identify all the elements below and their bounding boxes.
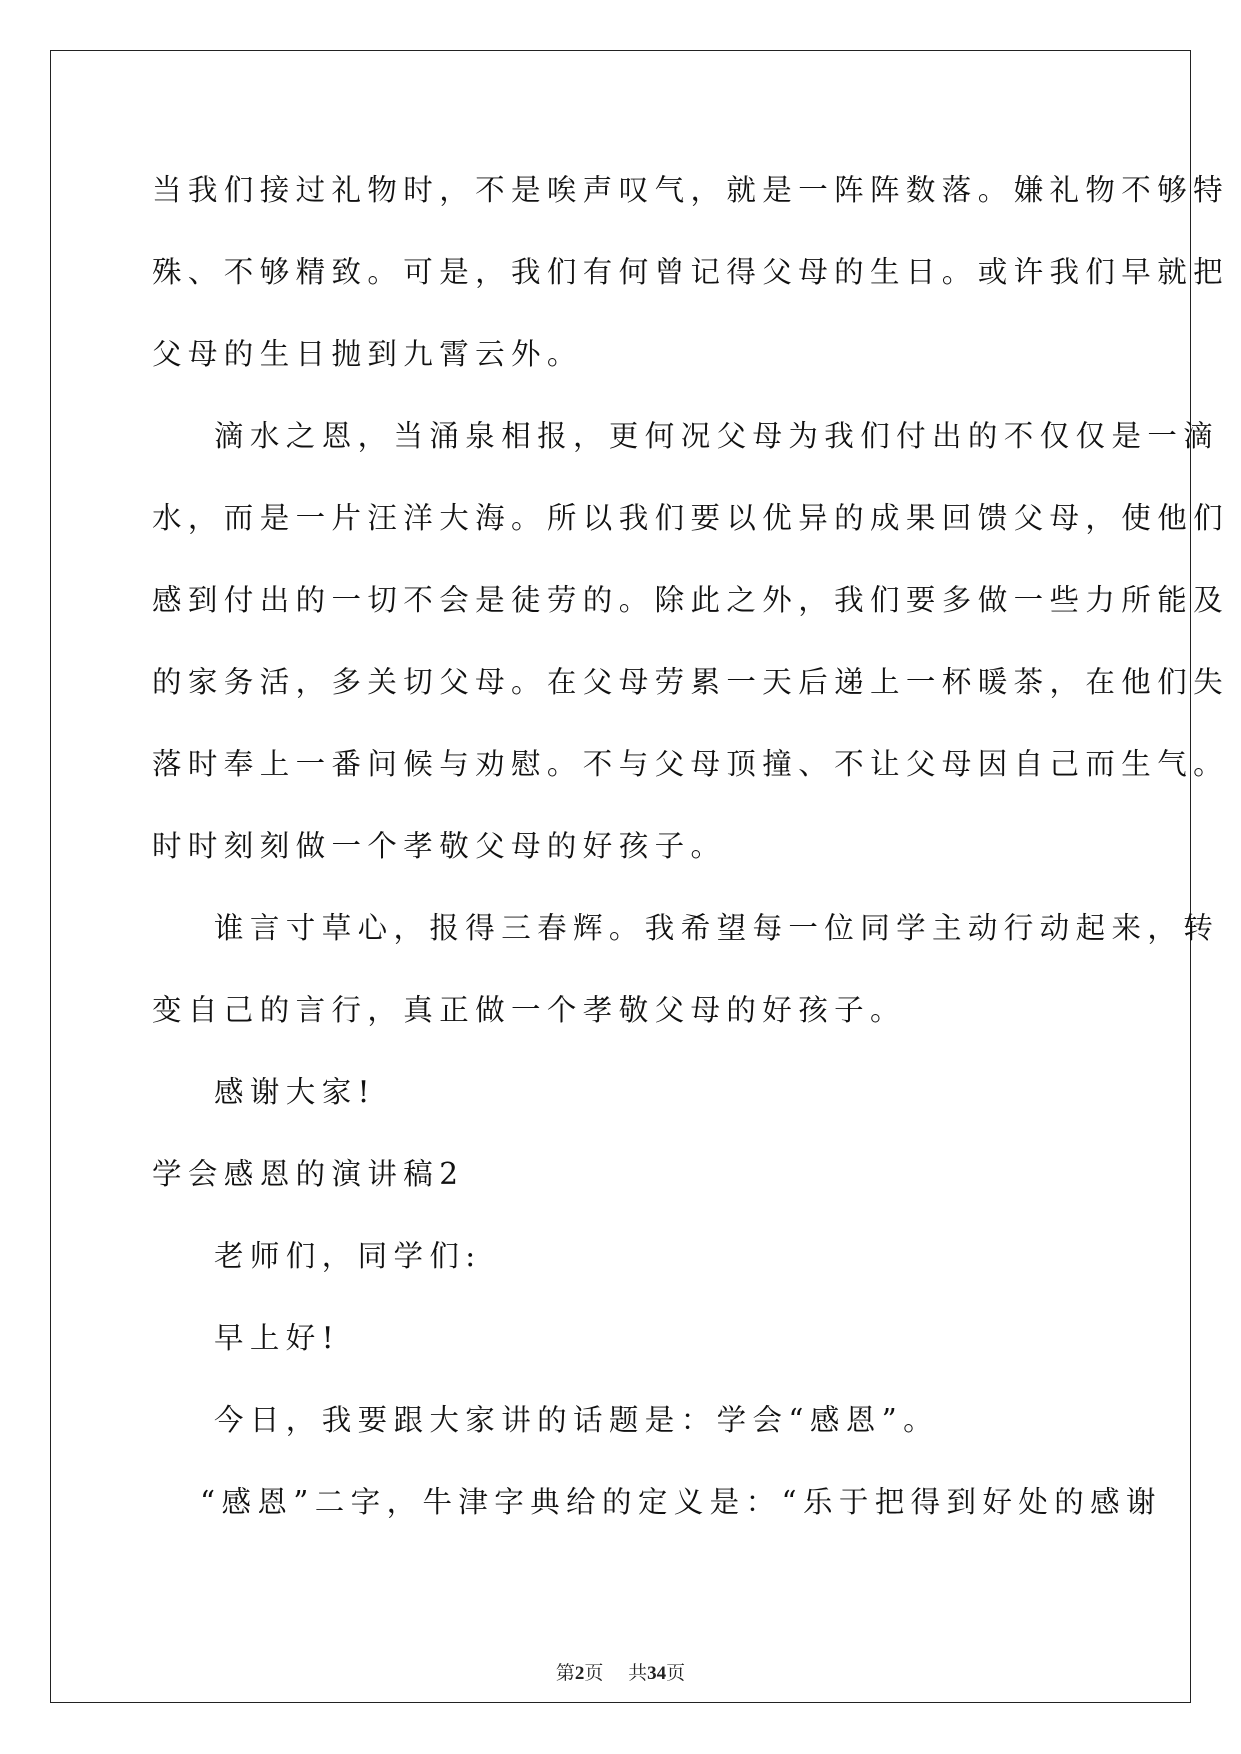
greeting: 老师们，同学们: <box>214 1239 482 1273</box>
text-line: 变自己的言行，真正做一个孝敬父母的好孩子。 <box>152 993 906 1027</box>
paragraph-start: “感恩”二字，牛津字典给的定义是：“乐于把得到好处的感谢 <box>200 1485 1162 1519</box>
page-indicator <box>556 1658 604 1685</box>
text-line: 父母的生日抛到九霄云外。 <box>152 337 583 371</box>
page-footer <box>0 1658 1241 1685</box>
paragraph-start: 滴水之恩，当涌泉相报，更何况父母为我们付出的不仅仅是一滴 <box>214 419 1220 453</box>
paragraph-start: 今日，我要跟大家讲的话题是：学会“感恩”。 <box>214 1403 940 1437</box>
text-line: 落时奉上一番问候与劝慰。不与父母顶撞、不让父母因自己而生气。 <box>152 747 1230 781</box>
text-line: 当我们接过礼物时，不是唉声叹气，就是一阵阵数落。嫌礼物不够特 <box>152 173 1230 207</box>
section-title: 学会感恩的演讲稿2 <box>152 1157 465 1191</box>
text-line: 水，而是一片汪洋大海。所以我们要以优异的成果回馈父母，使他们 <box>152 501 1230 535</box>
page-number: 2 <box>574 1663 585 1684</box>
closing-line: 感谢大家! <box>214 1075 376 1109</box>
total-suffix: 页 <box>666 1663 686 1684</box>
document-body <box>152 158 1230 1552</box>
page-prefix: 第 <box>555 1663 575 1684</box>
text-line: 殊、不够精致。可是，我们有何曾记得父母的生日。或许我们早就把 <box>152 255 1230 289</box>
page-suffix: 页 <box>584 1663 604 1684</box>
total-prefix: 共 <box>628 1663 648 1684</box>
text-line: 时时刻刻做一个孝敬父母的好孩子。 <box>152 829 727 863</box>
total-pages: 34 <box>647 1663 667 1684</box>
text-line: 的家务活，多关切父母。在父母劳累一天后递上一杯暖茶，在他们失 <box>152 665 1230 699</box>
total-pages-indicator <box>628 1658 685 1685</box>
greeting: 早上好! <box>214 1321 340 1355</box>
text-line: 感到付出的一切不会是徒劳的。除此之外，我们要多做一些力所能及 <box>152 583 1230 617</box>
paragraph-start: 谁言寸草心，报得三春辉。我希望每一位同学主动行动起来，转 <box>214 911 1220 945</box>
